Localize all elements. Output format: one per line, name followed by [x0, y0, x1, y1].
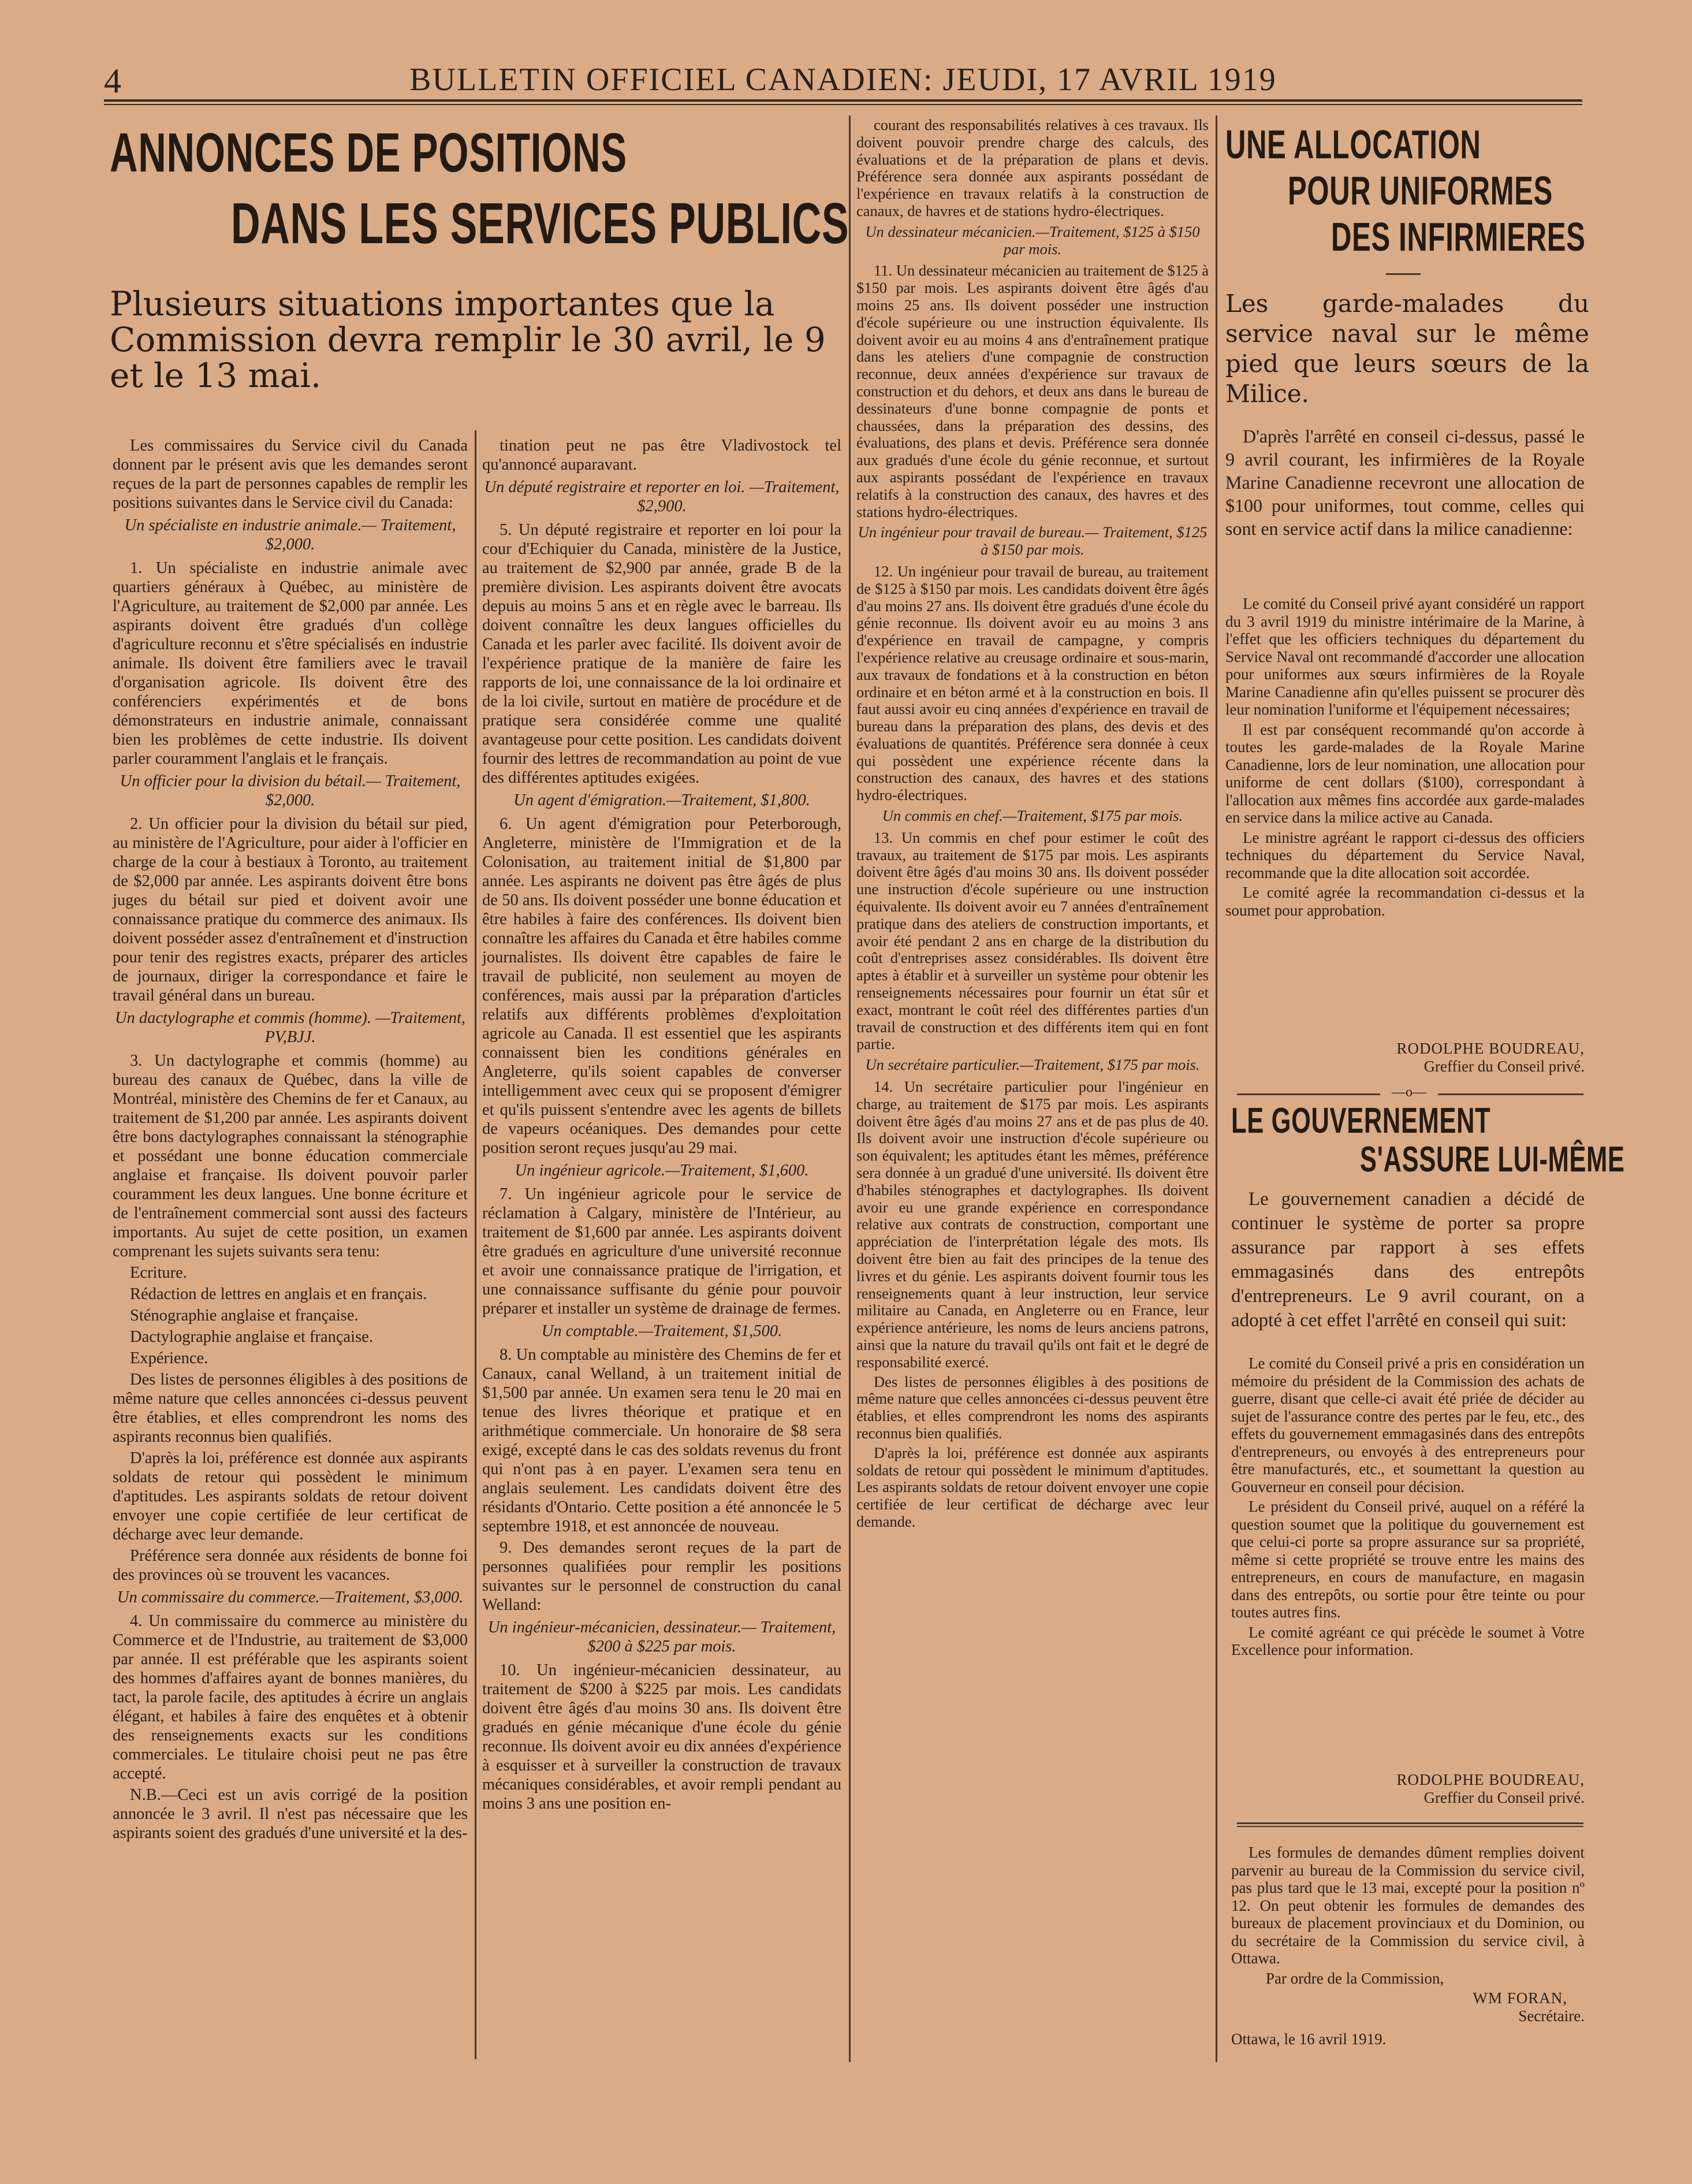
page-number: 4	[104, 62, 121, 100]
article3-signature-title: Greffier du Conseil privé.	[1423, 1788, 1585, 1806]
ornament: —o—	[1380, 1085, 1438, 1100]
position-heading: Un ingénieur pour travail de bureau.— Traitement, $125 à $150 par mois.	[858, 523, 1207, 559]
article2-signature	[1225, 1035, 1585, 1080]
position-heading: Un secrétaire particulier.—Traitement, $175 par mois.	[865, 1056, 1200, 1074]
paragraph: Ecriture.	[130, 1264, 187, 1282]
position-heading: Un comptable.—Traitement, $1,500.	[541, 1322, 782, 1340]
masthead-rule	[104, 99, 1582, 102]
position-heading: Un ingénieur-mécanicien, dessinateur.— Traitement, $200 à $225 par mois.	[487, 1619, 836, 1655]
article2-signature-title: Greffier du Conseil privé.	[1423, 1057, 1585, 1075]
article3-headline-line1: LE GOUVERNEMENT	[1231, 1101, 1491, 1141]
notice-body: Les formules de demandes dûment remplies doivent parvenir au bureau de la Commission du service civil, pas plus tard que le 13 mai, excepté pour la position nº 12. On peut obtenir les formules de demandes des bureaux de placement provinciaux et du Dominion, ou du secrétaire de la Commission du service civil, à Ottawa.	[1231, 1844, 1585, 1967]
paragraph: Le président du Conseil privé, auquel on a référé la question soumet que la politique du gouvernement est que celui-ci porte sa propre assurance sur sa propriété, même si cette propriété se trouve entre les mains des entrepreneurs, en cours de manufacture, en magasin dans des entrepôts, ou sortie pour être teinte ou pour toutes autres fins.	[1231, 1498, 1585, 1621]
masthead-rule-thin	[104, 104, 1582, 105]
paragraph: tination peut ne pas être Vladivostock tel qu'annoncé auparavant.	[482, 437, 841, 474]
paragraph: Dactylographie anglaise et française.	[130, 1328, 373, 1346]
paragraph: courant des responsabilités relatives à ces travaux. Ils doivent pouvoir prendre charge des calculs, des évaluations et de la préparation de plans et devis. Préférence sera donnée aux aspirants possédant de l'expérience en travaux relatifs à la construction de canaux, de havres et de stations hydro-électriques.	[856, 116, 1209, 219]
paragraph: 7. Un ingénieur agricole pour le service de réclamation à Calgary, ministère de l'Intérieur, au traitement de $1,600 par année. Les aspirants doivent être gradués en agriculture d'une université reconnue et avoir une connaissance pratique de l'irrigation, et une connaissance suffisante du génie pour pouvoir préparer et installer un système de drainage de fermes.	[482, 1185, 841, 1318]
article3-headline-line2: S'ASSURE LUI-MÊME	[1360, 1140, 1625, 1180]
position-heading: Un officier pour la division du bétail.— Traitement, $2,000.	[120, 772, 461, 809]
paragraph: 11. Un dessinateur mécanicien au traitement de $125 à $150 par mois. Les aspirants doivent être âgés d'au moins 25 ans. Ils doivent posséder une instruction d'école supérieure ou une instruction équivalente. Ils doivent avoir eu au moins 4 ans d'entraînement pratique dans les ateliers d'une compagnie de construction reconnue, deux années d'expérience sur travaux de construction et du dehors, et deux ans dans le bureau de dessinateurs d'une bonne compagnie de ponts et chaussées, dans la préparation des dessins, des évaluations, des plans et devis. Préférence sera donnée aux gradués d'une école du génie reconnue, et surtout aux aspirants possédant de l'expérience en travaux relatifs à la construction des canaux, des havres et des stations hydro-électriques.	[856, 262, 1209, 520]
article3-signature	[1231, 1766, 1585, 1811]
article2-subheadline: Les garde-malades du service naval sur le même pied que leurs sœurs de la Milice.	[1225, 289, 1589, 408]
paragraph: 2. Un officier pour la division du bétail sur pied, au ministère de l'Agriculture, pour aider à l'officier en charge de la cour à bestiaux à Toronto, au traitement de $2,000 par année. Les aspirants doivent être bons juges du bétail sur pied et doivent avoir une connaissance pratique du commerce des animaux. Ils doivent posséder assez d'entraînement et d'instruction pour tenir des registres exacts, préparer des articles de journaux, diriger la correspondance et faire le travail général dans un bureau.	[113, 815, 468, 1004]
main-headline-line2: DANS LES SERVICES PUBLICS	[231, 191, 849, 256]
paragraph: 12. Un ingénieur pour travail de bureau, au traitement de $125 à $150 par mois. Les candidats doivent être âgés d'au moins 27 ans. Ils doivent être gradués d'une école du génie reconnue. Ils doivent avoir eu au moins 3 ans d'expérience en travail de campagne, y compris l'expérience relative au creusage ordinaire et sous-marin, aux travaux de fondations et à la construction en béton ordinaire et en béton armé et à la construction en bois. Il faut aussi avoir eu cinq années d'expérience en travail de bureau dans la préparation des plans, des devis et des évaluations de quantités. Préférence sera donnée à ceux qui possèdent une expérience récente dans la construction des canaux, des havres et des stations hydro-électriques.	[856, 562, 1209, 804]
article2-lead	[1225, 425, 1585, 542]
notice-signature-title: Secrétaire.	[1518, 2007, 1585, 2025]
position-heading: Un dactylographe et commis (homme). —Traitement, PV,BJJ.	[114, 1009, 466, 1046]
paragraph: 3. Un dactylographe et commis (homme) au bureau des canaux de Québec, dans la ville de Montréal, ministère des Chemins de fer et Canaux, au traitement de $1,200 par année. Les aspirants doivent être bons dactylographes connaissant la sténographie et possédant une bonne éducation commerciale anglaise et française. Ils doivent pouvoir parler couramment les deux langues. Une bonne écriture et de l'entraînement commercial sont aussi des facteurs importants. Au sujet de cette position, un examen comprenant les sujets suivants sera tenu:	[113, 1052, 468, 1260]
paragraph: 9. Des demandes seront reçues de la part de personnes qualifiées pour remplir les positions suivantes sur le personnel de construction du canal Welland:	[482, 1539, 841, 1614]
position-heading: Un agent d'émigration.—Traitement, $1,800.	[513, 791, 810, 809]
paragraph: Préférence sera donnée aux résidents de bonne foi des provinces où se trouvent les vacances.	[113, 1547, 468, 1584]
notice-dateline: Ottawa, le 16 avril 1919.	[1231, 2030, 1387, 2048]
article3-signature-name: RODOLPHE BOUDREAU,	[1396, 1771, 1585, 1788]
position-heading: Un commissaire du commerce.—Traitement, $3,000.	[117, 1588, 464, 1606]
article-separator-thin	[1237, 1826, 1583, 1827]
paragraph: Expérience.	[130, 1349, 208, 1367]
position-heading: Un dessinateur mécanicien.—Traitement, $125 à $150 par mois.	[865, 222, 1200, 258]
article-separator	[1237, 1822, 1583, 1824]
position-heading: Un député registraire et reporter en loi. —Traitement, $2,900.	[484, 478, 840, 515]
article2-headline-line1: UNE ALLOCATION	[1225, 122, 1481, 167]
paragraph: Des listes de personnes éligibles à des positions de même nature que celles annoncées ci-dessus peuvent être établies, et elles comprendront les noms des aspirants reconnus bien qualifiés.	[856, 1372, 1209, 1442]
main-article-column-2	[482, 436, 841, 1815]
paragraph: 4. Un commissaire du commerce au ministère du Commerce et de l'Industrie, au traitement de $3,000 par année. Il est préférable que les aspirants soient des hommes d'affaires ayant de bonnes manières, du tact, la parole facile, des aptitudes à écrire un anglais élégant, et habiles à faire des enquêtes et à obtenir des renseignements exacts sur les conditions commerciales. Le titulaire choisi peut ne pas être accepté.	[113, 1612, 468, 1783]
paragraph: 10. Un ingénieur-mécanicien dessinateur, au traitement de $200 à $225 par mois. Les candidats doivent être âgés d'au moins 30 ans. Ils doivent être gradués en génie mécanique d'une école du génie reconnue. Ils doivent avoir eu dix années d'expérience à esquisser et à surveiller la construction de travaux mécaniques considérables, et avoir rempli pendant au moins 3 ans une position en-	[482, 1661, 841, 1813]
headline-dash	[1386, 273, 1421, 275]
paragraph: D'après la loi, préférence est donnée aux aspirants soldats de retour qui possèdent le minimum d'aptitudes. Les aspirants soldats de retour doivent envoyer une copie certifiée de leur certificat de décharge avec leur demande.	[113, 1449, 468, 1543]
article2-lead-text: D'après l'arrêté en conseil ci-dessus, passé le 9 avril courant, les infirmières de la Royale Marine Canadienne recevront une allocation de $100 pour uniformes, tout comme, celles qui sont en service actif dans la milice canadienne:	[1225, 426, 1585, 539]
paragraph: Le comité du Conseil privé ayant considéré un rapport du 3 avril 1919 du ministre intérimaire de la Marine, à l'effet que les officiers techniques du département du Service Naval ont recommandé d'accorder une allocation pour uniformes aux sœurs infirmières de la Royale Marine Canadienne afin qu'elles puissent se procurer dès leur nomination l'uniforme et l'équipement nécessaires;	[1225, 595, 1585, 718]
notice-order: Par ordre de la Commission,	[1266, 1969, 1444, 1987]
paragraph: Rédaction de lettres en anglais et en français.	[130, 1285, 427, 1303]
column-divider	[849, 116, 851, 2062]
paragraph: Le comité agréant ce qui précède le soumet à Votre Excellence pour information.	[1231, 1623, 1585, 1658]
article2-headline-line2: POUR UNIFORMES	[1288, 168, 1553, 213]
paragraph: 1. Un spécialiste en industrie animale avec quartiers généraux à Québec, au ministère de l'Agriculture, au traitement de $2,000 par année. Les aspirants doivent être gradués d'un collège d'agriculture reconnu et s'être spécialisés en industrie animale. Ils doivent être familiers avec le travail d'organisation agricole. Ils doivent être des conférenciers expérimentés et de bons démonstrateurs en industrie animale, connaissant bien les problèmes de cette industrie. Ils doivent parler couramment l'anglais et le français.	[113, 559, 468, 768]
main-article-column-3	[856, 117, 1209, 1533]
article2-body	[1225, 595, 1585, 921]
paragraph: Il est par conséquent recommandé qu'on accorde à toutes les garde-malades de la Royale Marine Canadienne, lors de leur nomination, une allocation pour uniforme de cent dollars ($100), correspondant à l'allocation aux mêmes fins accordée aux garde-malades en service dans la milice active au Canada.	[1225, 720, 1585, 826]
paragraph: Le comité du Conseil privé a pris en considération un mémoire du président de la Commission des achats de guerre, disant que celle-ci avait été priée de décider au sujet de l'assurance contre des pertes par le feu, etc., des effets du gouvernement emmagasinés dans des entrepôts d'entrepreneurs, ou envoyés à des entrepreneurs pour être manufacturés, etc., et soumettant la question au Gouverneur en conseil pour décision.	[1231, 1355, 1585, 1495]
commission-notice	[1231, 1844, 1585, 2051]
position-heading: Un spécialiste en industrie animale.— Traitement, $2,000.	[124, 516, 456, 553]
article3-lead-text: Le gouvernement canadien a décidé de continuer le système de porter sa propre assurance par rapport à ses effets emmagasinés dans des entrepôts d'entrepreneurs. Le 9 avril courant, on a adopté à cet effet l'arrêté en conseil qui suit:	[1231, 1189, 1585, 1331]
masthead	[104, 57, 1582, 110]
position-heading: Un commis en chef.—Traitement, $175 par mois.	[882, 807, 1183, 825]
paragraph: Les commissaires du Service civil du Canada donnent par le présent avis que les demandes seront reçues de la part de personnes capables de remplir les positions suivantes dans le Service civil du Canada:	[113, 437, 468, 512]
column-divider	[1216, 116, 1217, 2062]
paragraph: Des listes de personnes éligibles à des positions de même nature que celles annoncées ci-dessus peuvent être établies, et elles comprendront les noms des aspirants reconnus bien qualifiés.	[113, 1371, 468, 1446]
article3-body	[1231, 1355, 1585, 1661]
paragraph: Le comité agrée la recommandation ci-dessus et la soumet pour approbation.	[1225, 884, 1585, 919]
masthead-title: BULLETIN OFFICIEL CANADIEN: JEUDI, 17 AVRIL 1919	[409, 62, 1277, 98]
notice-signature: WM FORAN,	[1473, 1989, 1567, 2007]
article3-lead	[1231, 1187, 1585, 1335]
paragraph: 13. Un commis en chef pour estimer le coût des travaux, au traitement de $175 par mois. Les aspirants doivent être âgés d'au moins 30 ans. Ils doivent posséder une instruction d'école supérieure ou une instruction équivalente. Ils doivent avoir eu 7 années d'entraînement pratique dans des ateliers de construction importants, et avoir été pendant 2 ans en charge de la distribution du coût d'entreprises assez considérables. Ils doivent être aptes à établir et à surveiller un système pour obtenir les renseignements nécessaires pour fournir un état sûr et exact, montrant le coût réel des différentes parties d'un travail de construction et des différents item qui en font partie.	[856, 828, 1209, 1053]
paragraph: Le ministre agréant le rapport ci-dessus des officiers techniques du département du Service Naval, recommande que la dite allocation soit accordée.	[1225, 828, 1585, 881]
paragraph: 5. Un député registraire et reporter en loi pour la cour d'Echiquier du Canada, ministère de la Justice, au traitement de $2,900 par année, grade B de la première division. Les aspirants doivent être avocats depuis au moins 5 ans et en règle avec le barreau. Ils doivent connaître les deux langues officielles du Canada et les parler avec facilité. Ils doivent avoir de l'expérience pratique de la manière de faire les rapports de loi, une connaissance de la loi ordinaire et de la loi civile, surtout en matière de procédure et de pratique sera considérée comme une qualité avantageuse pour cette position. Les candidats doivent fournir des lettres de recommandation au point de vue des différentes aptitudes exigées.	[482, 521, 841, 787]
position-heading: Un ingénieur agricole.—Traitement, $1,600.	[515, 1162, 809, 1180]
paragraph: D'après la loi, préférence est donnée aux aspirants soldats de retour qui possèdent le minimum d'aptitudes. Les aspirants soldats de retour doivent envoyer une copie certifiée de leur certificat de décharge avec leur demande.	[856, 1443, 1209, 1530]
paragraph: 6. Un agent d'émigration pour Peterborough, Angleterre, ministère de l'Immigration et de la Colonisation, au traitement initial de $1,800 par année. Les aspirants ne doivent pas être âgés de plus de 50 ans. Ils doivent posséder une bonne éducation et être habiles à faire des conférences. Ils doivent bien connaître les affaires du Canada et être habiles comme journalistes. Ils doivent être capables de faire le travail de publicité, non seulement au moyen de conférences, mais aussi par la préparation d'articles relatifs aux différents problèmes d'exploitation agricole au Canada. Il est essentiel que les aspirants connaissent bien les conditions générales en Angleterre, qu'ils soient capables de converser intelligemment avec ceux qui se proposent d'émigrer et qu'ils puissent s'entendre avec les agents de billets de vapeurs océaniques. Des demandes pour cette position seront reçues jusqu'au 29 mai.	[482, 815, 841, 1157]
paragraph: Sténographie anglaise et française.	[130, 1307, 359, 1324]
paragraph: 14. Un secrétaire particulier pour l'ingénieur en charge, au traitement de $175 par mois. Les aspirants doivent être âgés d'au moins 27 ans et de pas plus de 40. Ils doivent avoir une instruction d'école supérieure ou son équivalent; les aptitudes étant les mêmes, préférence sera donnée à un gradué d'une université. Ils doivent être d'habiles sténographes et dactylographes. Ils doivent avoir eu une grande expérience en correspondance relative aux contrats de construction, comportant une appréciation de l'interprétation légale des mots. Ils doivent être bien au fait des principes de la tenue des livres et du génie. Les aspirants doivent fournir tous les renseignements quant à leur instruction, leur service militaire au Canada, en Angleterre ou en France, leur expérience antérieure, les noms de leurs anciens patrons, ainsi que la nature du travail qu'ils ont fait et le degré de responsabilité exercé.	[856, 1078, 1209, 1371]
paragraph: N.B.—Ceci est un avis corrigé de la position annoncée le 3 avril. Il n'est pas nécessaire que les aspirants soient des gradués d'une université et la des-	[113, 1786, 468, 1842]
main-headline-line1: ANNONCES DE POSITIONS	[110, 122, 627, 184]
column-divider	[475, 430, 476, 2059]
main-subheadline: Plusieurs situations importantes que la Commission devra remplir le 30 avril, le 9 et le 13 mai.	[110, 284, 826, 395]
paragraph: 8. Un comptable au ministère des Chemins de fer et Canaux, canal Welland, à un traitement initial de $1,500 par année. Un examen sera tenu le 20 mai en tenue des livres théorique et pratique et en arithmétique commerciale. Un honoraire de $8 sera exigé, excepté dans le cas des soldats revenus du front qui n'ont pas à en payer. L'examen sera tenu en anglais seulement. Les candidats doivent être des résidants d'Ontario. Cette position a été annoncée le 5 septembre 1918, et est annoncée de nouveau.	[482, 1346, 841, 1535]
main-article-column-1	[113, 436, 468, 1845]
article2-signature-name: RODOLPHE BOUDREAU,	[1396, 1040, 1585, 1057]
article2-headline-line3: DES INFIRMIERES	[1331, 214, 1586, 259]
